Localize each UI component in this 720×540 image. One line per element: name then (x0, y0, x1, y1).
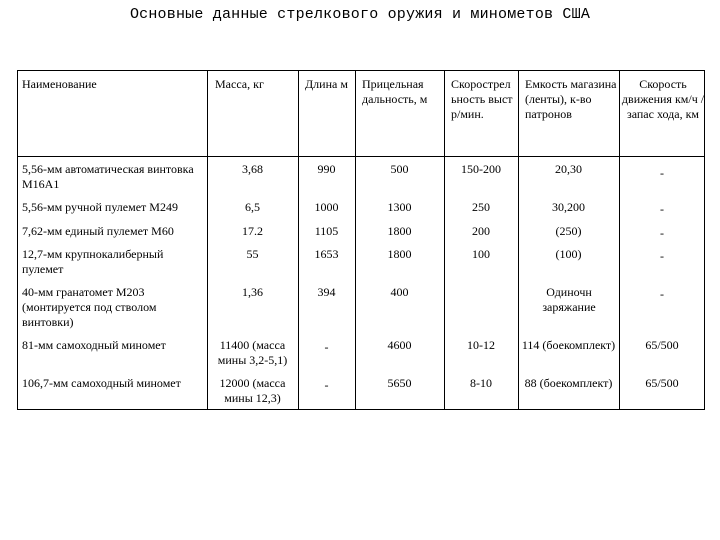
cell-rate: 10-12 (467, 338, 495, 352)
header-name: Наименование (22, 77, 97, 91)
header-length: Длина м (305, 77, 348, 91)
header-speed: Скорость движения км/ч / запас хода, км (621, 77, 705, 121)
header-magazine: Емкость магазина (ленты), к-во патронов (525, 77, 617, 121)
cell-speed: - (660, 226, 664, 240)
cell-speed: 65/500 (645, 376, 679, 390)
cell-range: 400 (390, 285, 409, 299)
cell-name: 81-мм самоходный миномет (22, 338, 166, 352)
cell-rate: 8-10 (470, 376, 492, 390)
header-mass: Масса, кг (215, 77, 264, 91)
cell-range: 1300 (387, 200, 412, 214)
column-divider (298, 70, 299, 410)
cell-length: 394 (317, 285, 336, 299)
cell-name: 106,7-мм самоходный миномет (22, 376, 181, 390)
cell-name: 7,62-мм единый пулемет М60 (22, 224, 174, 238)
cell-magazine: 20,30 (555, 162, 582, 176)
cell-range: 1800 (387, 247, 412, 261)
cell-length: 1000 (314, 200, 339, 214)
cell-rate: 100 (472, 247, 490, 261)
page-title: Основные данные стрелкового оружия и минометов США (129, 6, 591, 23)
cell-range: 4600 (387, 338, 412, 352)
column-divider (518, 70, 519, 410)
cell-rate: 200 (472, 224, 490, 238)
cell-range: 500 (390, 162, 409, 176)
cell-speed: - (660, 166, 664, 180)
cell-length: 1653 (314, 247, 339, 261)
header-rate: Скорострельность выстр/мин. (451, 77, 513, 121)
cell-mass: 6,5 (245, 200, 260, 214)
cell-mass: 3,68 (242, 162, 263, 176)
header-range: Прицельная дальность, м (362, 77, 428, 106)
cell-speed: 65/500 (645, 338, 679, 352)
cell-mass: 55 (246, 247, 259, 261)
cell-length: - (324, 340, 329, 354)
column-divider (444, 70, 445, 410)
cell-magazine: 114 (боекомплект) (521, 338, 616, 352)
cell-speed: - (660, 249, 664, 263)
cell-speed: - (660, 202, 664, 216)
cell-magazine: Одиночн заряжание (542, 285, 596, 314)
cell-rate: 250 (472, 200, 490, 214)
cell-magazine: (100) (555, 247, 582, 261)
cell-range: 1800 (387, 224, 412, 238)
header-divider (17, 156, 705, 157)
cell-name: 12,7-мм крупнокалиберный пулемет (22, 247, 164, 276)
cell-name: 5,56-мм ручной пулемет M249 (22, 200, 178, 214)
cell-mass: 17.2 (242, 224, 263, 238)
cell-range: 5650 (387, 376, 412, 390)
cell-rate: 150-200 (461, 162, 501, 176)
cell-length: 1105 (314, 224, 339, 238)
cell-mass: 11400 (масса мины 3,2-5,1) (217, 338, 288, 367)
cell-mass: 12000 (масса мины 12,3) (219, 376, 286, 405)
cell-length: - (324, 378, 329, 392)
cell-length: 990 (317, 162, 336, 176)
column-divider (207, 70, 208, 410)
cell-name: 40-мм гранатомет М203 (монтируется под стволом винтовки) (22, 285, 157, 329)
cell-magazine: 88 (боекомплект) (524, 376, 613, 390)
cell-magazine: (250) (555, 224, 582, 238)
cell-speed: - (660, 287, 664, 301)
cell-name: 5,56-мм автоматическая винтовка M16A1 (22, 162, 194, 191)
cell-mass: 1,36 (242, 285, 263, 299)
column-divider (355, 70, 356, 410)
cell-magazine: 30,200 (552, 200, 585, 214)
